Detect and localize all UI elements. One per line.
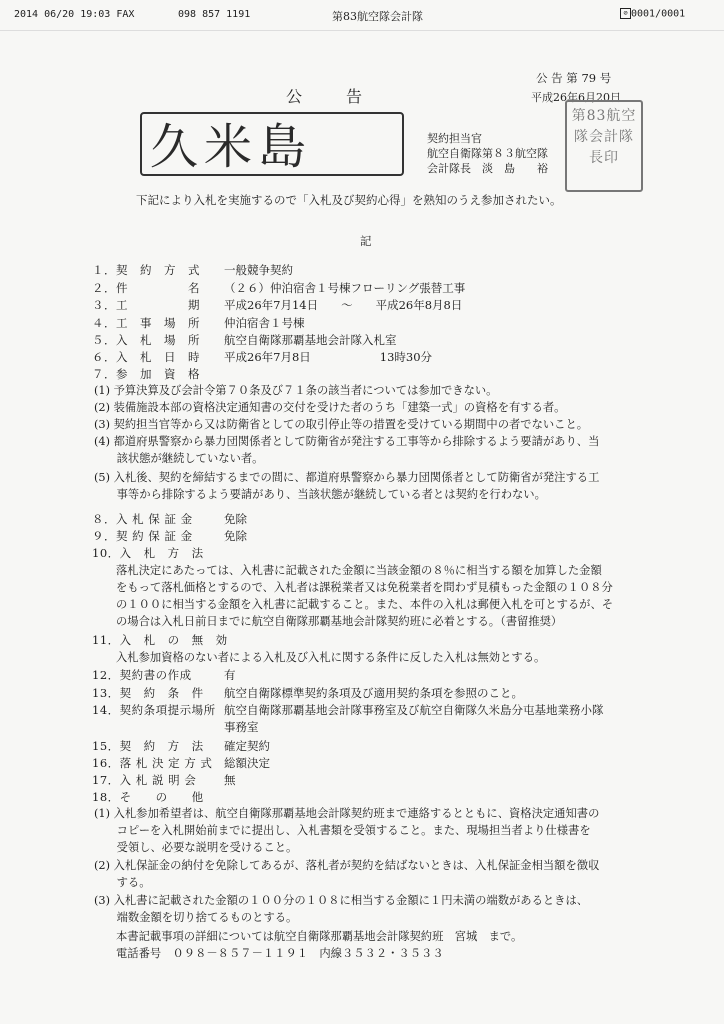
item-value: 有 (224, 668, 236, 682)
others-line: (3) 入札書に記載された金額の１００分の１０８に相当する金額に１円未満の端数があるときは、 (94, 894, 589, 907)
official-seal-text: 第83航空隊会計隊長印 (571, 108, 637, 166)
others-line: 受領し、必要な説明を受けること。 (94, 841, 298, 854)
item-subject (92, 280, 465, 296)
item-period (92, 297, 462, 313)
item-label: ８．入 札 保 証 金 (92, 512, 193, 526)
location-stamp: 久米島 (150, 119, 313, 175)
item-others (92, 789, 224, 805)
item-label: ７．参 加 資 格 (92, 367, 200, 381)
qualification-line: (3) 契約担当官等から又は防衛省としての取引停止等の措置を受けている期間中の者でないこと。 (94, 418, 589, 431)
item-label: 15．契 約 方 法 (92, 739, 204, 753)
item-label: 18．そ の 他 (92, 790, 204, 804)
notice-number: 公 告 第 79 号 (536, 71, 612, 85)
contact-name: 会計隊長 淡 島 裕 (427, 162, 548, 175)
item-label: ４．工 事 場 所 (92, 316, 200, 330)
item-contract-method (92, 262, 293, 278)
fax-datetime: 2014 06/20 19:03 FAX (14, 9, 135, 20)
phone-number: 電話番号 ０９８－８５７－１１９１ 内線３５３２・３５３３ (116, 947, 444, 960)
item-value: 一般競争契約 (224, 263, 293, 277)
scan-line (0, 30, 724, 31)
item-value: 無 (224, 773, 236, 787)
item-label: ５．入 札 場 所 (92, 333, 200, 347)
item-qualification (92, 366, 224, 382)
qualification-line: (5) 入札後、契約を締結するまでの間に、都道府県警察から暴力団関係者として防衛省が発注する工 (94, 471, 600, 484)
notice-date: 平成26年6月20日 (531, 91, 621, 104)
bid-method-line: の１００に相当する金額を入札書に記載すること。また、本件の入札は郵便入札を可とするが、そ (116, 598, 614, 611)
item-value: 航空自衛隊標準契約条項及び適用契約条項を参照のこと。 (224, 686, 523, 700)
fax-sender: 第83航空隊会計隊 (332, 10, 423, 23)
item-label: 13．契 約 条 件 (92, 686, 204, 700)
qualification-line: (1) 予算決算及び会計令第７０条及び７１条の該当者については参加できない。 (94, 384, 498, 397)
item-value: 事務室 (224, 720, 259, 734)
item-award-method (92, 755, 270, 771)
item-invalid-bid (92, 632, 228, 648)
others-line: (2) 入札保証金の納付を免除してあるが、落札者が契約を結ばないときは、入札保証金相当額を徴収 (94, 859, 600, 872)
item-bid-location (92, 332, 397, 348)
others-line: 端数金額を切り捨てるものとする。 (94, 911, 298, 924)
fax-number: 098 857 1191 (178, 9, 251, 20)
item-bid-bond (92, 511, 247, 527)
item-label: 17．入 札 説 明 会 (92, 773, 197, 787)
intro-text: 下記により入札を実施するので「入札及び契約心得」を熟知のうえ参加されたい。 (136, 193, 562, 207)
item-label: 11．入 札 の 無 効 (92, 633, 228, 647)
item-contract-document (92, 667, 236, 683)
contact-role: 契約担当官 (427, 132, 482, 145)
item-terms-location-cont (92, 719, 259, 735)
item-label: 14．契約条項提示場所 (92, 703, 216, 717)
item-contract-bond (92, 528, 247, 544)
notice-title: 公 告 (286, 87, 367, 106)
item-bid-datetime (92, 349, 432, 365)
item-label: １．契 約 方 式 (92, 263, 200, 277)
item-label: 16．落 札 決 定 方 式 (92, 756, 213, 770)
item-label: ２．件 名 (92, 281, 200, 295)
item-terms-location (92, 702, 604, 718)
item-value: 免除 (224, 512, 247, 526)
others-line: する。 (94, 876, 151, 889)
qualification-line: 該状態が継続していない者。 (94, 452, 264, 465)
item-value: 平成26年7月8日 13時30分 (224, 350, 433, 364)
qualification-line: 事等から排除するよう要請があり、当該状態が継続している者とは契約を行わない。 (94, 488, 546, 501)
item-value: 航空自衛隊那覇基地会計隊入札室 (224, 333, 397, 347)
contact-org: 航空自衛隊第８３航空隊 (427, 147, 548, 160)
item-value: 免除 (224, 529, 247, 543)
item-value: 航空自衛隊那覇基地会計隊事務室及び航空自衛隊久米島分屯基地業務小隊 (224, 703, 604, 717)
invalid-bid-text: 入札参加資格のない者による入札及び入札に関する条件に反した入札は無効とする。 (116, 651, 546, 664)
item-briefing (92, 772, 236, 788)
others-line: (1) 入札参加希望者は、航空自衛隊那覇基地会計隊契約班まで連絡するとともに、資格決定通知書の (94, 807, 600, 820)
qualification-line: (2) 装備施設本部の資格決定通知書の交付を受けた者のうち「建築一式」の資格を有する者。 (94, 401, 566, 414)
item-label: 12．契約書の作成 (92, 668, 192, 682)
item-contract-terms (92, 685, 523, 701)
bid-method-line: 落札決定にあたっては、入札書に記載された金額に当該金額の８％に相当する額を加算した金額 (116, 564, 602, 577)
item-value: 総額決定 (224, 756, 270, 770)
item-work-location (92, 315, 305, 331)
fax-page-counter (620, 8, 685, 20)
item-value: 仲泊宿舎１号棟 (224, 316, 305, 330)
qualification-line: (4) 都道府県警察から暴力団関係者として防衛省が発注する工事等から排除するよう要請があり、当 (94, 435, 600, 448)
fax-page-icon: ⊘ (620, 8, 631, 19)
fax-page-counter-text: 0001/0001 (631, 8, 686, 20)
item-bid-method (92, 545, 224, 561)
inquiry-text: 本書記載事項の詳細については航空自衛隊那覇基地会計隊契約班 宮城 まで。 (116, 930, 523, 943)
bid-method-line: の場合は入札日前日までに航空自衛隊那覇基地会計隊契約班に必着とする。（書留推奨） (116, 615, 563, 628)
ki-label: 記 (360, 234, 372, 248)
others-line: コピーを入札開始前までに提出し、入札書類を受領すること。また、現場担当者より仕様書を (94, 824, 591, 837)
item-value: 確定契約 (224, 739, 270, 753)
official-seal (565, 100, 643, 192)
item-label: ９．契 約 保 証 金 (92, 529, 193, 543)
item-label: 10．入 札 方 法 (92, 546, 204, 560)
item-label: ６．入 札 日 時 (92, 350, 200, 364)
item-contract-type (92, 738, 270, 754)
bid-method-line: をもって落札価格とするので、入札者は課税業者又は免税業者を問わず見積もった金額の１０８分 (116, 581, 613, 594)
item-value: （２６）仲泊宿舎１号棟フローリング張替工事 (224, 281, 466, 295)
item-label: ３．工 期 (92, 298, 200, 312)
item-value: 平成26年7月14日 ～ 平成26年8月8日 (224, 298, 463, 312)
